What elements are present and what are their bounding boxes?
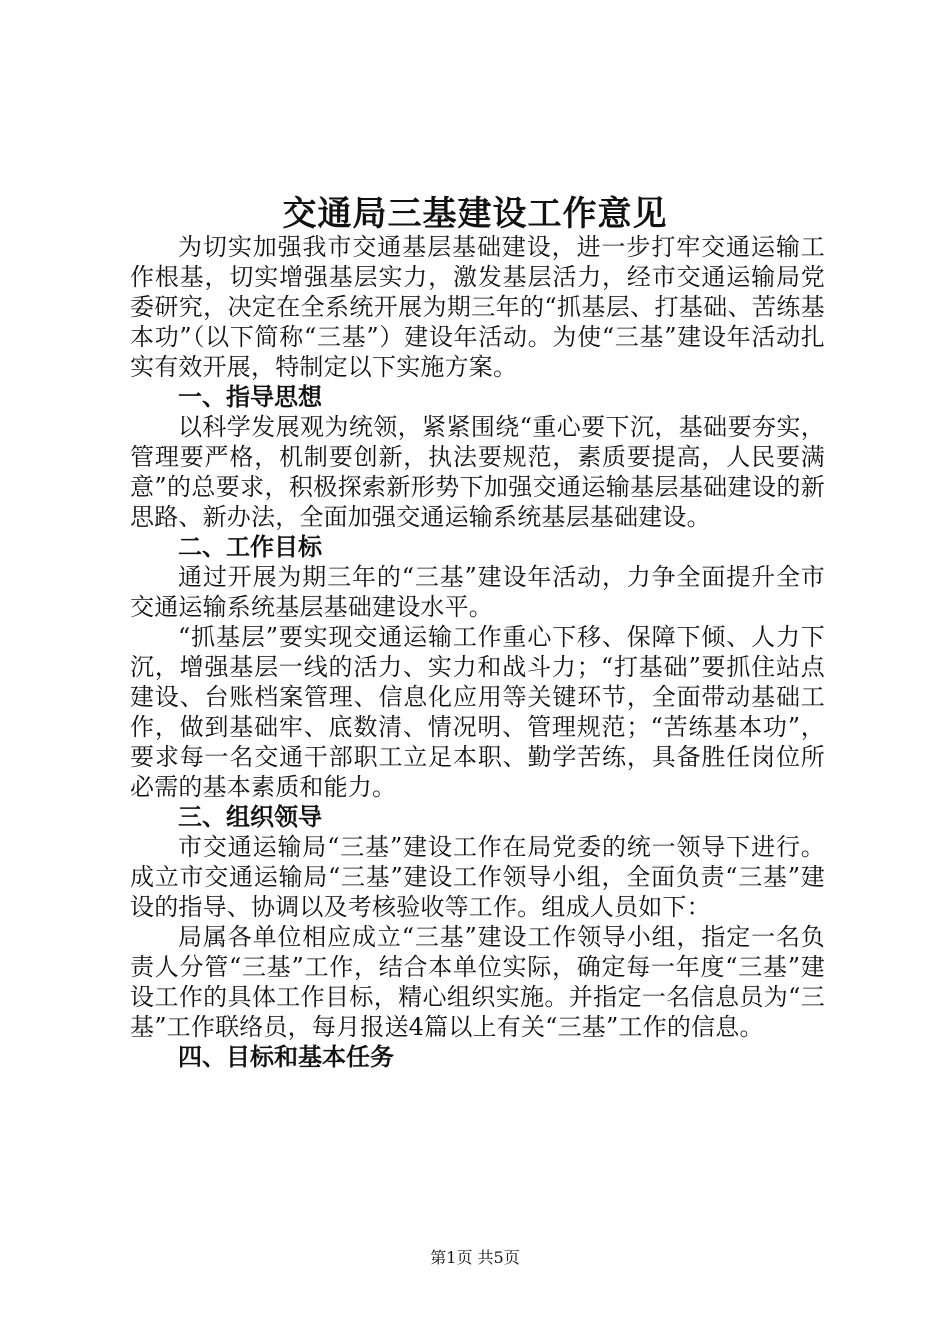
section-heading-organization: 三、组织领导: [178, 803, 322, 831]
section-heading-work-goals: 二、工作目标: [178, 533, 322, 561]
section-heading-goals-tasks: 四、目标和基本任务: [178, 1043, 394, 1071]
organization-paragraph: 市交通运输局“三基”建设工作在局党委的统一领导下进行。成立市交通运输局“三基”建设工作领导小组，全面负责“三基”建设的指导、协调以及考核验收等工作。组成人员如下：: [130, 833, 825, 921]
three-basics-paragraph: “抓基层”要实现交通运输工作重心下移、保障下倾、人力下沉，增强基层一线的活力、实力和战斗力；“打基础”要抓住站点建设、台账档案管理、信息化应用等关键环节，全面带动基础工作，做到基础牢、底数清、情况明、管理规范；“苦练基本功”，要求每一名交通干部职工立足本职、勤学苦练，具备胜任岗位所必需的基本素质和能力。: [130, 623, 825, 801]
work-goals-paragraph: 通过开展为期三年的“三基”建设年活动，力争全面提升全市交通运输系统基层基础建设水平。: [130, 563, 825, 621]
document-title: 交通局三基建设工作意见: [282, 194, 668, 234]
subordinate-units-paragraph: 局属各单位相应成立“三基”建设工作领导小组，指定一名负责人分管“三基”工作，结合本单位实际，确定每一年度“三基”建设工作的具体工作目标，精心组织实施。并指定一名信息员为“三基”工作联络员，每月报送4篇以上有关“三基”工作的信息。: [130, 923, 825, 1041]
section-heading-guiding-ideology: 一、指导思想: [178, 383, 322, 411]
page-number-footer: 第1页 共5页: [430, 1248, 520, 1267]
document-body: [130, 232, 825, 1072]
guiding-ideology-paragraph: 以科学发展观为统领，紧紧围绕“重心要下沉，基础要夯实，管理要严格，机制要创新，执法要规范，素质要提高，人民要满意”的总要求，积极探索新形势下加强交通运输基层基础建设的新思路、新办法，全面加强交通运输系统基层基础建设。: [130, 413, 825, 531]
intro-paragraph: 为切实加强我市交通基层基础建设，进一步打牢交通运输工作根基，切实增强基层实力，激发基层活力，经市交通运输局党委研究，决定在全系统开展为期三年的“抓基层、打基础、苦练基本功”（以下简称“三基”）建设年活动。为使“三基”建设年活动扎实有效开展，特制定以下实施方案。: [130, 233, 825, 381]
